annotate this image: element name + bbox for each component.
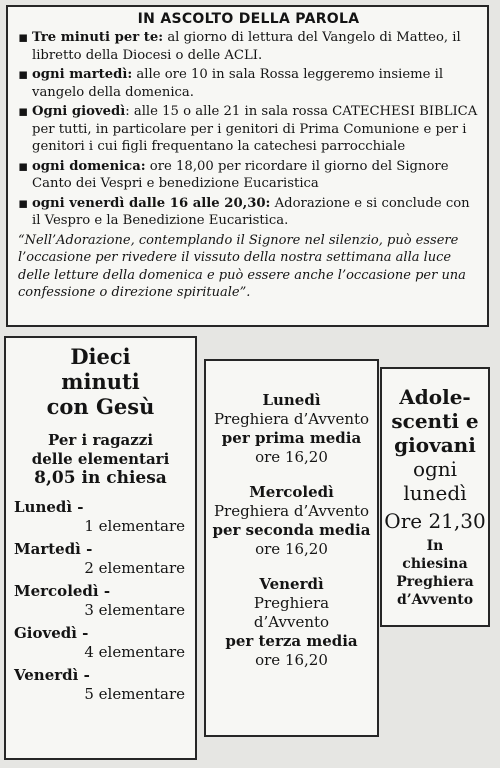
prayer-block: Lunedì Preghiera d’Avvento per prima media ore 16,20 — [213, 391, 370, 466]
audience-note: Per i ragazzi delle elementari 8,05 in chiesa — [31, 431, 170, 488]
weekday-schedule — [14, 498, 187, 704]
adoration-quote: “Nell’Adorazione, contemplando il Signore nel silenzio, può essere l’occasione per rivedere il vissuto della nostra settimana alla luce delle letture della domenica e può essere anche l’occasione per una confessione o direzione spirituale”. — [18, 232, 466, 300]
list-item: ▪ ogni venerdì dalle 16 alle 20,30: Adorazione e si conclude con il Vespro e la Benedizione Eucaristica. — [32, 195, 479, 230]
box-title-line: Dieci — [70, 344, 131, 369]
list-item: ▪ ogni domenica: ore 18,00 per ricordare il giorno del Signore Canto dei Vespri e benedizione Eucaristica — [32, 158, 479, 193]
advent-prayer-box — [204, 359, 379, 737]
listening-word-box — [6, 5, 489, 327]
prayer-block: Mercoledì Preghiera d’Avvento per seconda media ore 16,20 — [212, 483, 371, 558]
box-title-line: con Gesù — [46, 394, 155, 419]
ten-minutes-box — [4, 336, 197, 760]
schedule-list — [18, 29, 479, 230]
list-item: Lunedì - 1 elementare — [14, 498, 185, 535]
list-item: ▪ Tre minuti per te: al giorno di lettura del Vangelo di Matteo, il libretto della Diocesi o delle ACLI. — [32, 29, 479, 64]
box-title: IN ASCOLTO DELLA PAROLA — [137, 11, 360, 27]
list-item: Mercoledì - 3 elementare — [14, 582, 185, 619]
list-item: ▪ ogni martedì: alle ore 10 in sala Rossa leggeremo insieme il vangelo della domenica. — [32, 66, 479, 101]
list-item: Giovedì - 4 elementare — [14, 624, 185, 661]
list-item: Venerdì - 5 elementare — [14, 666, 185, 703]
box-title-line: minuti — [61, 369, 140, 394]
list-item: ▪ Ogni giovedì: alle 15 o alle 21 in sala rossa CATECHESI BIBLICA per tutti, in particolare per i genitori di Prima Comunione e per i genitori i cui figli frequentano la catechesi parrocchiale — [32, 103, 479, 156]
prayer-block: Venerdì Preghiera d’Avvento per terza media ore 16,20 — [225, 575, 358, 669]
list-item: Martedì - 2 elementare — [14, 540, 185, 577]
youth-box: Adole- scenti e giovani ogni lunedì Ore 21,30 In chiesina Preghiera d’Avvento — [380, 367, 490, 627]
